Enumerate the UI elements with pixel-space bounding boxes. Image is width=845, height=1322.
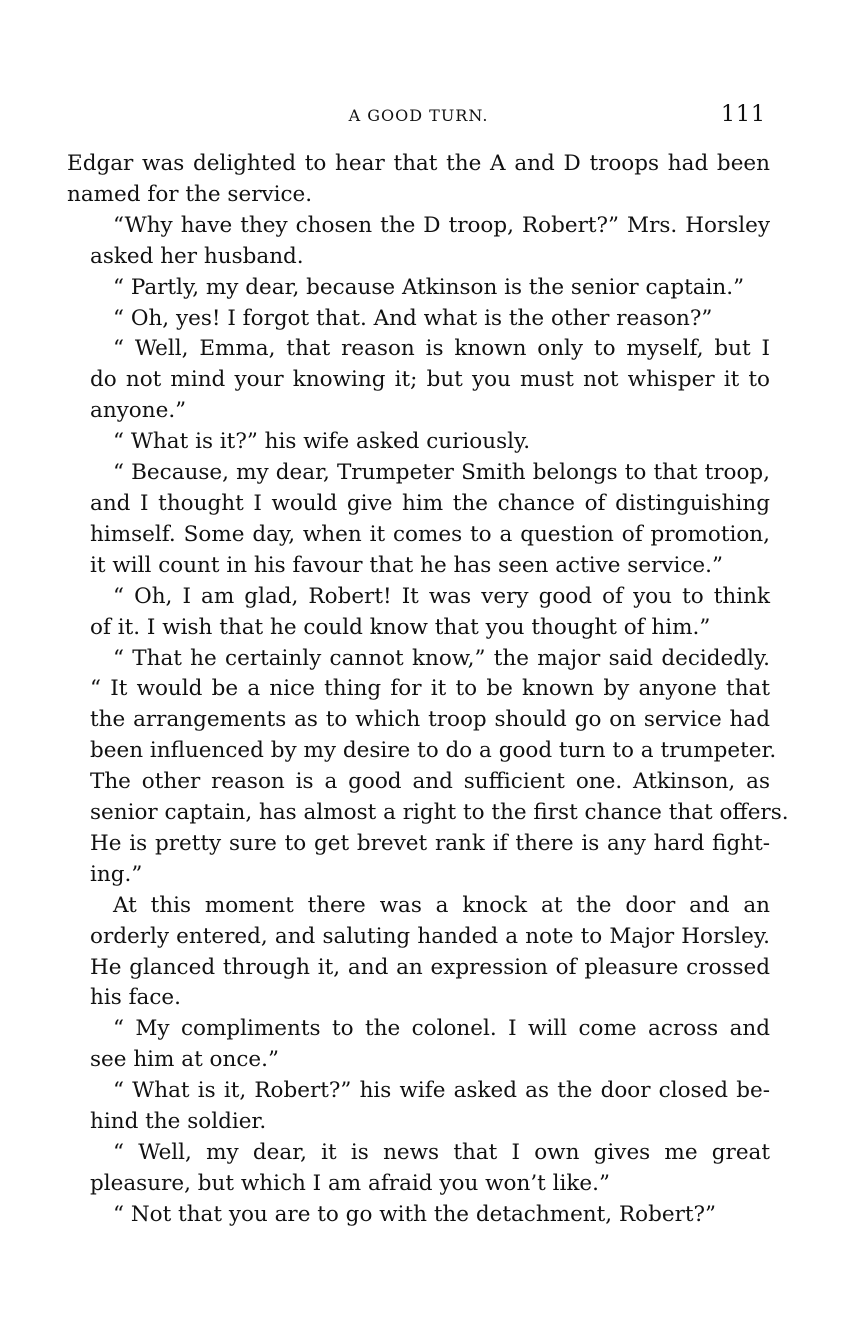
text-line: “ It would be a nice thing for it to be known by anyone that	[90, 676, 770, 702]
text-line: “ What is it?” his wife asked curiously.	[113, 429, 531, 455]
text-line: “ Well, Emma, that reason is known only to myself, but I	[113, 336, 770, 362]
text-line: named for the service.	[67, 181, 313, 207]
text-line: of it. I wish that he could know that you thought of him.”	[90, 614, 711, 640]
text-line: He is pretty sure to get brevet rank if there is any hard fight-	[90, 830, 770, 856]
paragraph	[67, 1138, 770, 1200]
paragraph	[67, 427, 770, 458]
text-line: “ What is it, Robert?” his wife asked as the door closed be-	[113, 1078, 770, 1104]
text-line: “ Oh, I am glad, Robert! It was very good of you to think	[113, 583, 770, 609]
text-line: ing.”	[90, 861, 143, 887]
text-line: anyone.”	[90, 398, 187, 424]
text-line: “ Partly, my dear, because Atkinson is the senior captain.”	[113, 274, 745, 300]
text-line: do not mind your knowing it; but you must not whisper it to	[90, 367, 770, 393]
paragraph	[67, 458, 770, 582]
paragraph	[67, 1200, 770, 1231]
text-line: his face.	[90, 985, 181, 1011]
paragraph	[67, 273, 770, 304]
text-line: senior captain, has almost a right to the first chance that offers.	[90, 800, 789, 826]
text-line: The other reason is a good and sufficient one. Atkinson, as	[90, 769, 770, 795]
text-line: “ Not that you are to go with the detachment, Robert?”	[113, 1201, 717, 1227]
paragraph	[67, 1014, 770, 1076]
paragraph	[67, 304, 770, 335]
paragraph	[67, 149, 770, 211]
text-line: and I thought I would give him the chance of distinguishing	[90, 490, 770, 516]
text-line: pleasure, but which I am afraid you won’t like.”	[90, 1170, 610, 1196]
paragraph	[67, 891, 770, 1015]
text-line: “Why have they chosen the D troop, Robert?” Mrs. Horsley	[113, 212, 770, 238]
text-line: He glanced through it, and an expression of pleasure crossed	[90, 954, 770, 980]
text-line: see him at once.”	[90, 1047, 279, 1073]
text-line: it will count in his favour that he has seen active service.”	[90, 552, 723, 578]
text-line: At this moment there was a knock at the door and an	[113, 892, 770, 918]
text-line: “ Oh, yes! I forgot that. And what is the other reason?”	[113, 305, 713, 331]
running-header	[67, 104, 770, 130]
text-line: “ That he certainly cannot know,” the major said decidedly.	[113, 645, 770, 671]
text-line: hind the soldier.	[90, 1109, 267, 1135]
paragraph	[67, 334, 770, 427]
text-line: asked her husband.	[90, 243, 304, 269]
paragraph	[67, 1076, 770, 1138]
text-line: orderly entered, and saluting handed a note to Major Horsley.	[90, 923, 770, 949]
text-line: “ My compliments to the colonel. I will come across and	[113, 1016, 770, 1042]
text-line: the arrangements as to which troop should go on service had	[90, 707, 770, 733]
text-line: “ Because, my dear, Trumpeter Smith belongs to that troop,	[113, 460, 770, 486]
text-line: Edgar was delighted to hear that the A and D troops had been	[67, 151, 770, 176]
paragraph	[67, 582, 770, 644]
body-text	[67, 149, 789, 1231]
paragraph	[67, 644, 789, 891]
page-number: 111	[721, 102, 766, 127]
text-line: been influenced by my desire to do a good turn to a trumpeter.	[90, 738, 777, 764]
text-line: “ Well, my dear, it is news that I own gives me great	[113, 1140, 770, 1165]
paragraph	[67, 211, 770, 273]
text-line: himself. Some day, when it comes to a question of promotion,	[90, 521, 770, 547]
running-title: A GOOD TURN.	[348, 106, 489, 125]
